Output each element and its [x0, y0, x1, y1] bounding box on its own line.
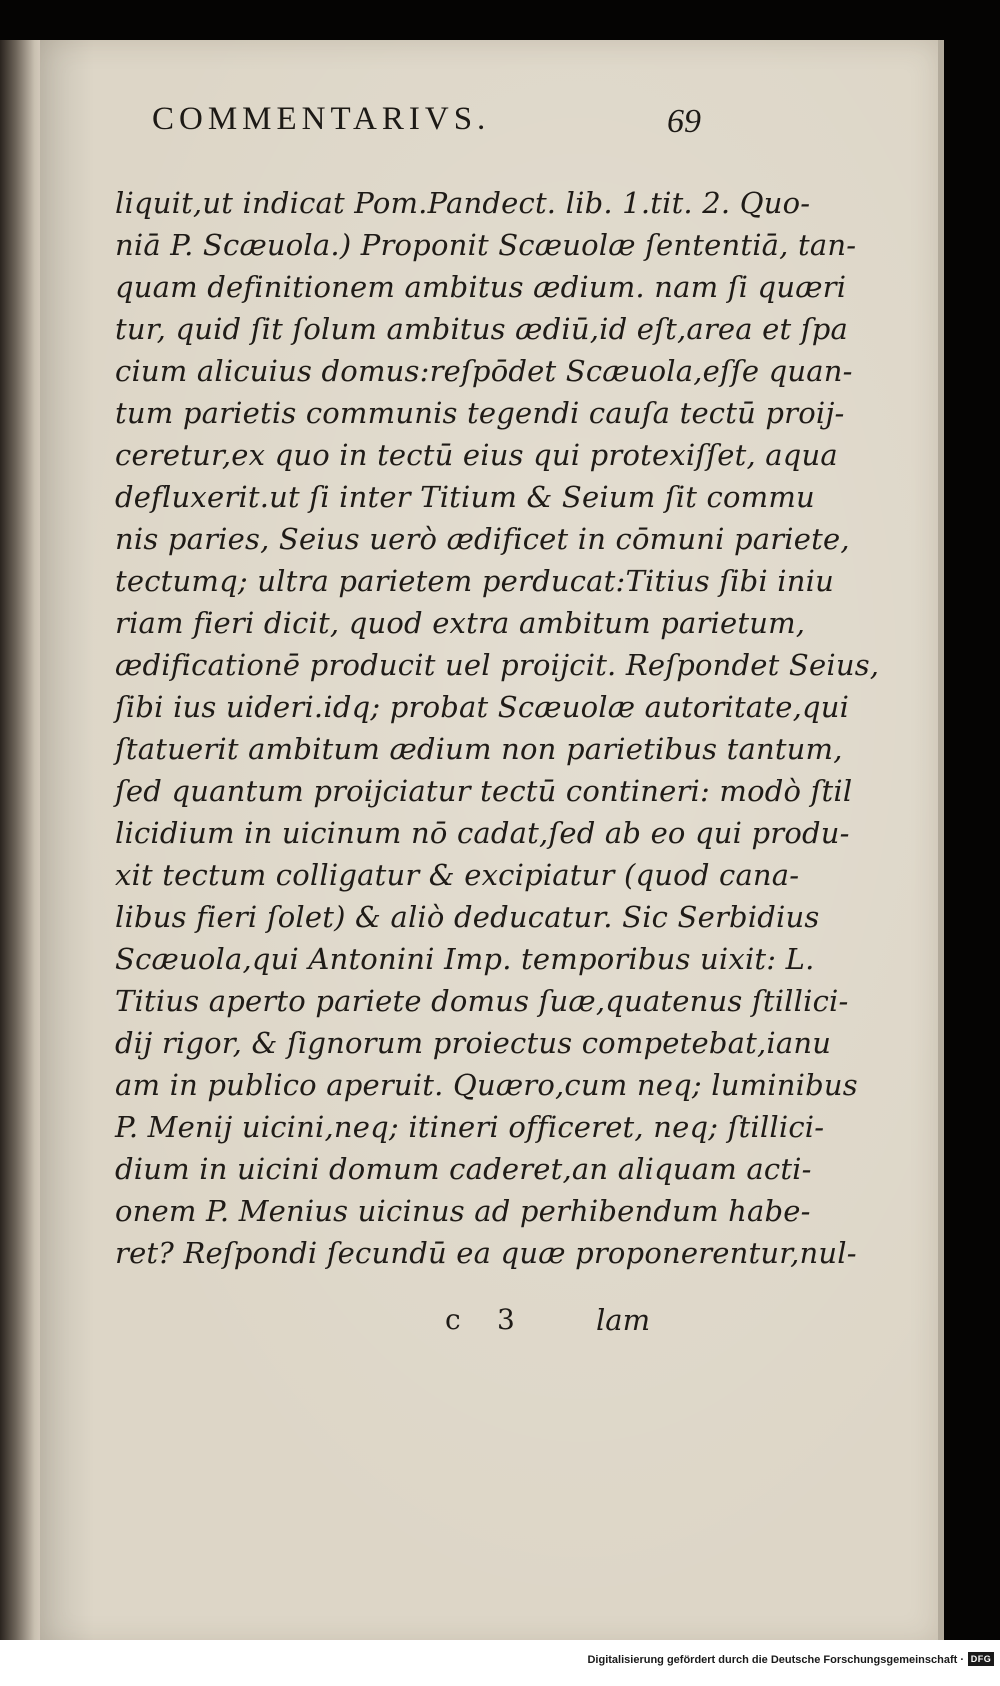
book-page	[40, 40, 940, 1645]
page-number: 69	[667, 103, 701, 140]
text-line: xit tectum colligatur & excipiatur (quod cana-	[115, 858, 800, 892]
text-line: tum parietis communis tegendi cauſa tectū proij-	[115, 396, 845, 430]
dfg-logo: DFG	[968, 1652, 994, 1666]
text-line: defluxerit.ut ſi inter Titium & Seium ſit commu	[115, 480, 815, 514]
text-line: niā P. Scæuola.) Proponit Scæuolæ ſententiā, tan-	[115, 228, 857, 262]
text-line: ædificationē producit uel proijcit. Reſpondet Seius,	[115, 648, 880, 682]
text-line: riam fieri dicit, quod extra ambitum parietum,	[115, 606, 806, 640]
text-line: ſibi ius uideri.idq; probat Scæuolæ autoritate,qui	[115, 690, 850, 724]
text-line: liquit,ut indicat Pom.Pandect. lib. 1.tit. 2. Quo-	[115, 186, 811, 220]
catchword: lam	[596, 1303, 651, 1337]
running-head	[40, 101, 940, 151]
text-line: ſtatuerit ambitum ædium non parietibus tantum,	[115, 732, 843, 766]
funding-footer	[0, 1640, 1000, 1686]
text-line: tectumq; ultra parietem perducat:Titius ſibi iniu	[115, 564, 834, 598]
text-line: Titius aperto pariete domus ſuæ,quatenus ſtillici-	[115, 984, 849, 1018]
text-line: licidium in uicinum nō cadat,ſed ab eo qui produ-	[115, 816, 850, 850]
text-line: nis paries, Seius uerò ædificet in cōmuni pariete,	[115, 522, 850, 556]
text-line: cium alicuius domus:reſpōdet Scæuola,eſſe quan-	[115, 354, 853, 388]
text-line: ceretur,ex quo in tectū eius qui protexiſſet, aqua	[115, 438, 838, 472]
text-line: dium in uicini domum caderet,an aliquam acti-	[115, 1152, 812, 1186]
catchline	[40, 1303, 940, 1343]
text-line: am in publico aperuit. Quæro,cum neq; luminibus	[115, 1068, 858, 1102]
text-line: ſed quantum proijciatur tectū contineri: modò ſtil	[115, 774, 853, 808]
text-line: tur, quid ſit ſolum ambitus ædiū,id eſt,area et ſpa	[115, 312, 849, 346]
page-edge	[938, 40, 944, 1645]
text-line: quam definitionem ambitus ædium. nam ſi quæri	[115, 270, 847, 304]
text-line: P. Menij uicini,neq; itineri officeret, neq; ſtillici-	[115, 1110, 825, 1144]
text-line: dij rigor, & ſignorum proiectus competebat,ianu	[115, 1026, 832, 1060]
text-line: ret? Reſpondi ſecundū ea quæ proponerentur,nul-	[115, 1236, 857, 1270]
signature-mark: c	[445, 1303, 461, 1336]
funding-credit: Digitalisierung gefördert durch die Deutsche Forschungsgemeinschaft ·	[587, 1654, 964, 1666]
text-line: Scæuola,qui Antonini Imp. temporibus uixit: L.	[115, 942, 815, 976]
text-line: onem P. Menius uicinus ad perhibendum habe-	[115, 1194, 811, 1228]
text-line: libus fieri ſolet) & aliò deducatur. Sic Serbidius	[115, 900, 820, 934]
running-title: COMMENTARIVS.	[152, 101, 491, 137]
signature-number: 3	[497, 1303, 515, 1336]
